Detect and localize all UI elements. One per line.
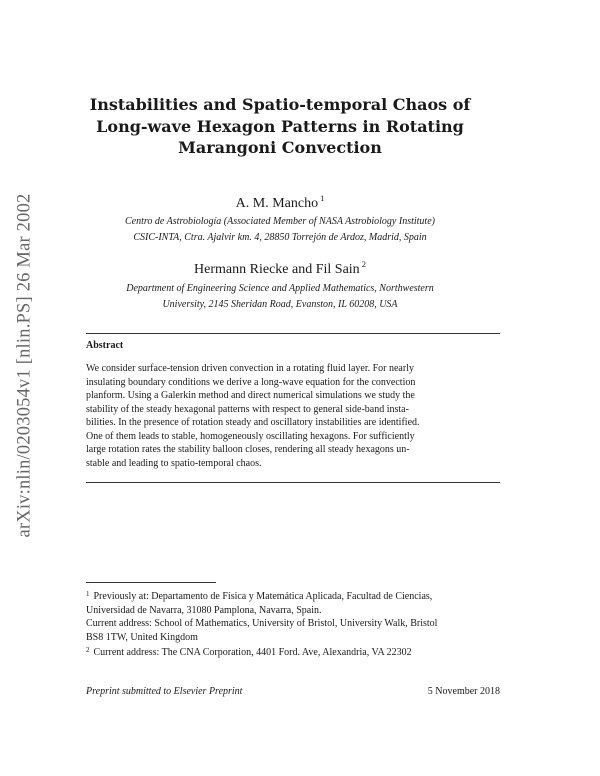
affiliation-1 [90,214,470,245]
footnote-mark: 2 [361,259,366,269]
affiliation-line: CSIC-INTA, Ctra. Ajalvir km. 4, 28850 Torrejón de Ardoz, Madrid, Spain [133,231,427,243]
title-line: Long-wave Hexagon Patterns in Rotating [96,116,464,136]
arxiv-identifier: arXiv:nlin/0203054v1 [nlin.PS] 26 Mar 2002 [14,193,35,537]
abstract-heading: Abstract [86,340,124,351]
footnote-1-line: Current address: School of Mathematics, University of Bristol, University Walk, Bristol [86,618,438,629]
footnote-2-line: $^2$ Current address: The CNA Corporation, 4401 Ford. Ave, Alexandria, VA 22302 [86,646,412,658]
affiliation-line: Department of Engineering Science and Applied Mathematics, Northwestern [126,283,434,294]
arxiv-sidebar [6,182,44,548]
title-line: Marangoni Convection [178,138,382,157]
page-footer [86,686,500,697]
footnote-1-line: Universidad de Navarra, 31080 Pamplona, Navarra, Spain. [86,604,322,616]
footnote-1-line: BS8 1TW, United Kingdom [86,631,198,643]
abstract-line: stable and leading to spatio-temporal chaos. [86,457,262,469]
affiliation-2 [90,281,470,312]
footnote-mark: 1 [86,590,90,598]
abstract-line: large rotation rates the stability balloon closes, rendering all steady hexagons un- [86,444,410,455]
footnotes [86,588,506,660]
abstract-line: stability of the steady hexagonal patterns with respect to general side-band insta- [86,403,409,415]
abstract-line: One of them leads to stable, homogeneously oscillating hexagons. For sufficiently [86,430,415,442]
author-line-1 [60,190,500,212]
abstract-top-rule [86,333,500,334]
abstract-line: planform. Using a Galerkin method and direct numerical simulations we study the [86,390,415,401]
preprint-note: Preprint submitted to Elsevier Preprint [86,686,243,697]
footer-date: 5 November 2018 [427,686,500,697]
footnote-1-line: $^1$ Previously at: Departamento de Física y Matemática Aplicada, Facultad de Ciencias, [86,590,433,602]
author-line-2 [60,256,500,278]
abstract-bottom-rule [86,482,500,483]
author-name: A. M. Mancho [235,196,319,211]
title-line: Instabilities and Spatio-temporal Chaos of [89,95,471,114]
abstract-line: We consider surface-tension driven convection in a rotating fluid layer. For nearly [86,363,414,374]
paper-title [60,94,500,159]
abstract-body [86,362,506,470]
author-name: Hermann Riecke and Fil Sain [194,262,360,277]
abstract-line: insulating boundary conditions we derive a long-wave equation for the convection [86,376,416,388]
footnote-mark: 2 [86,646,90,654]
abstract-line: bilities. In the presence of rotation steady and oscillatory instabilities are identified. [86,417,420,428]
footnote-mark: 1 [320,193,325,203]
affiliation-line: University, 2145 Sheridan Road, Evanston, IL 60208, USA [162,298,398,310]
footnote-rule [86,582,216,583]
affiliation-line: Centro de Astrobiología (Associated Member of NASA Astrobiology Institute) [125,216,435,227]
